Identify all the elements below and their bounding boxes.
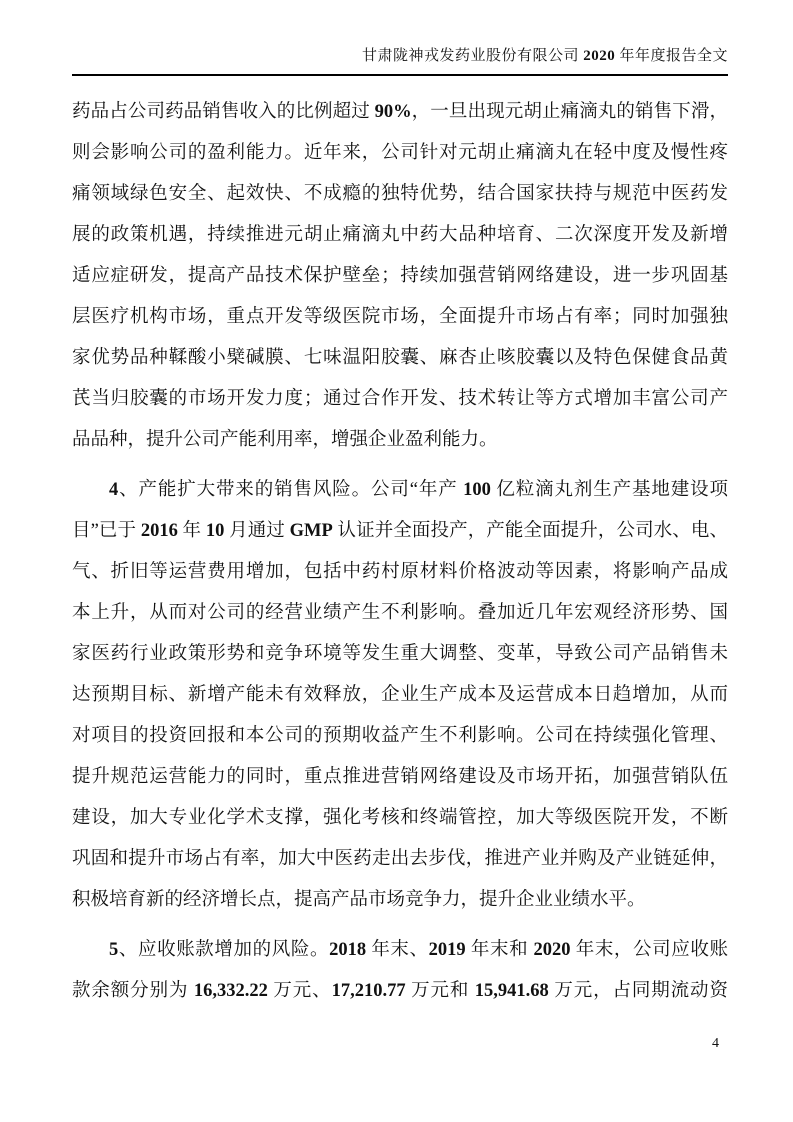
- latin-number: 4: [109, 480, 119, 500]
- page-header: [72, 44, 728, 76]
- text-line: 达预期目标、新增产能未有效释放，企业生产成本及运营成本日趋增加，从而: [72, 685, 728, 705]
- text-line: 对项目的投资回报和本公司的预期收益产生不利影响。公司在持续强化管理、: [72, 726, 728, 746]
- latin-number: 90%: [374, 102, 412, 122]
- latin-number: 5: [109, 940, 119, 960]
- latin-number: 10: [205, 521, 225, 541]
- page-footer: [712, 1036, 719, 1052]
- text-line: 层医疗机构市场，重点开发等级医院市场，全面提升市场占有率；同时加强独: [72, 307, 728, 327]
- page-number: 4: [712, 1036, 719, 1051]
- text-line: 则会影响公司的盈利能力。近年来，公司针对元胡止痛滴丸在轻中度及慢性疼: [72, 143, 728, 163]
- text-line: 药品占公司药品销售收入的比例超过 90%，一旦出现元胡止痛滴丸的销售下滑，: [72, 102, 728, 122]
- paragraph: [72, 930, 728, 1012]
- text-line: 展的政策机遇，持续推进元胡止痛滴丸中药大品种培育、二次深度开发及新增: [72, 225, 728, 245]
- latin-number: GMP: [289, 521, 333, 541]
- text-line: 本上升，从而对公司的经营业绩产生不利影响。叠加近几年宏观经济形势、国: [72, 603, 728, 623]
- text-line: 巩固和提升市场占有率，加大中医药走出去步伐，推进产业并购及产业链延伸，: [72, 849, 728, 869]
- latin-number: 17,210.77: [331, 981, 406, 1001]
- text-line: 家优势品种鞣酸小檗碱膜、七味温阳胶囊、麻杏止咳胶囊以及特色保健食品黄: [72, 348, 728, 368]
- text-line: 目”已于 2016 年 10 月通过 GMP 认证并全面投产，产能全面提升，公司水、电、: [72, 521, 728, 541]
- text-line: 4、产能扩大带来的销售风险。公司“年产 100 亿粒滴丸剂生产基地建设项: [109, 480, 728, 500]
- report-title: 甘肃陇神戎发药业股份有限公司 2020 年年度报告全文: [361, 48, 728, 64]
- latin-number: 2020: [533, 940, 571, 960]
- text-line: 5、应收账款增加的风险。2018 年末、2019 年末和 2020 年末，公司应收账: [109, 940, 728, 960]
- latin-number: 100: [463, 480, 491, 500]
- text-line: 提升规范运营能力的同时，重点推进营销网络建设及市场开拓，加强营销队伍: [72, 767, 728, 787]
- paragraph: [72, 92, 728, 461]
- paragraph: [72, 470, 728, 921]
- text-line: 建设，加大专业化学术支撑，强化考核和终端管控，加大等级医院开发，不断: [72, 808, 728, 828]
- latin-number: 2019: [428, 940, 466, 960]
- text-line: 适应症研发，提高产品技术保护壁垒；持续加强营销网络建设，进一步巩固基: [72, 266, 728, 286]
- document-body: [72, 92, 728, 1012]
- text-line: 气、折旧等运营费用增加，包括中药村原材料价格波动等因素，将影响产品成: [72, 562, 728, 582]
- text-line: 积极培育新的经济增长点，提高产品市场竞争力，提升企业业绩水平。: [72, 890, 646, 910]
- text-line: 款余额分别为 16,332.22 万元、17,210.77 万元和 15,941.68 万元，占同期流动资: [72, 981, 728, 1001]
- latin-number: 16,332.22: [193, 981, 268, 1001]
- text-line: 痛领域绿色安全、起效快、不成瘾的独特优势，结合国家扶持与规范中医药发: [72, 184, 728, 204]
- text-line: 芪当归胶囊的市场开发力度；通过合作开发、技术转让等方式增加丰富公司产: [72, 389, 728, 409]
- text-line: 品品种，提升公司产能利用率，增强企业盈利能力。: [72, 430, 498, 450]
- latin-number: 2016: [140, 521, 178, 541]
- latin-number: 15,941.68: [474, 981, 549, 1001]
- latin-number: 2020: [583, 48, 616, 64]
- text-line: 家医药行业政策形势和竞争环境等发生重大调整、变革，导致公司产品销售未: [72, 644, 728, 664]
- latin-number: 2018: [329, 940, 367, 960]
